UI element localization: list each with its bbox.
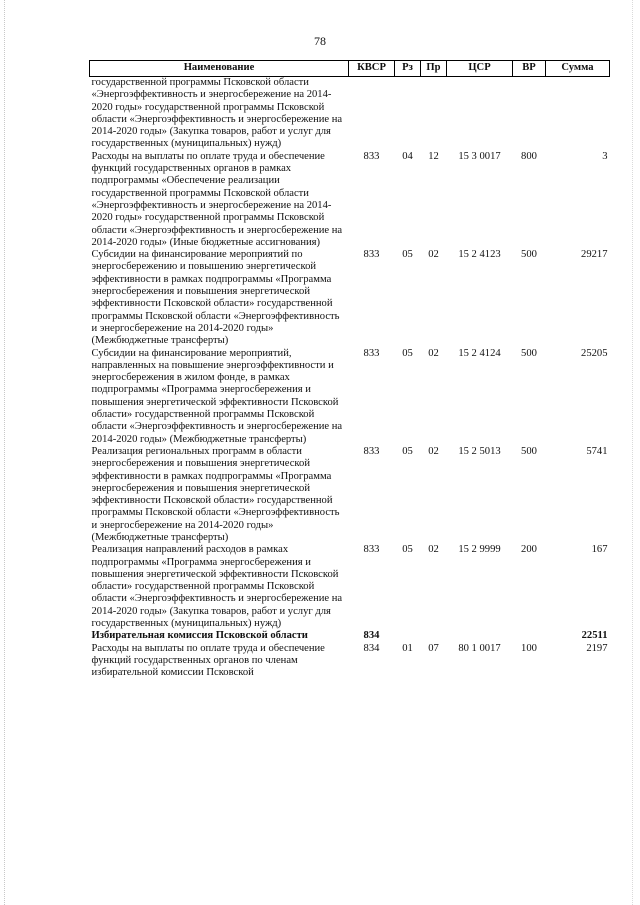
cell-kvsr: 833: [363, 544, 380, 556]
cell-rz: [395, 77, 421, 151]
cell-rz: 05: [402, 347, 413, 359]
cell-sum: 29217: [581, 249, 608, 261]
cell-pr: 02: [428, 249, 439, 261]
cell-kvsr: 834: [363, 642, 380, 654]
cell-pr: 07: [428, 642, 439, 654]
cell-csr: 15 2 9999: [458, 544, 501, 556]
cell-kvsr: 833: [363, 150, 380, 162]
table-row: [90, 348, 610, 446]
header-kvsr: КВСР: [349, 61, 395, 77]
cell-pr: 12: [428, 150, 439, 162]
scan-edge-left: [4, 0, 6, 905]
table-row: [90, 249, 610, 347]
cell-csr: 15 2 5013: [458, 445, 501, 457]
table-header: [90, 61, 610, 77]
cell-vr: [513, 77, 546, 151]
cell-kvsr: [349, 77, 395, 151]
cell-sum: 3: [602, 150, 608, 162]
table-row: [90, 151, 610, 249]
cell-name: Субсидии на финансирование мероприятий, направленных на повышение энергоэффективности и энергосбережения в жилом фонде, в рамках подпрограммы «Программа энергосбережения и повышения энергетической эффективности Псковской области» государственной программы Псковской области «Энергоэффективность и энергосбережение на 2014-2020 годы» (Межбюджетные трансферты): [91, 347, 343, 445]
cell-vr: [513, 630, 546, 642]
cell-name: Расходы на выплаты по оплате труда и обеспечение функций государственных органов в рамках подпрограммы «Обеспечение реализации государственной программы Псковской области «Энергоэффективность и энергосбережение на 2014-2020 годы» государственной программы Псковской области «Энергоэффективность и энергосбережение на 2014-2020 годы» (Иные бюджетные ассигнования): [91, 150, 343, 248]
cell-vr: 800: [521, 150, 537, 162]
cell-kvsr: 834: [363, 630, 380, 642]
cell-pr: 02: [428, 347, 439, 359]
page-number: 78: [314, 34, 326, 48]
cell-sum: [546, 77, 610, 151]
cell-vr: 500: [521, 445, 537, 457]
header-rz: Рз: [395, 61, 421, 77]
cell-csr: 80 1 0017: [458, 642, 501, 654]
cell-rz: 01: [402, 642, 413, 654]
table-body: [90, 77, 610, 680]
cell-rz: 05: [402, 544, 413, 556]
cell-sum: 167: [591, 544, 608, 556]
cell-vr: 100: [521, 642, 537, 654]
cell-sum: 2197: [586, 642, 608, 654]
header-pr: Пр: [421, 61, 447, 77]
cell-kvsr: 833: [363, 347, 380, 359]
cell-csr: [447, 630, 513, 642]
cell-sum: 22511: [581, 630, 608, 642]
table-row: [90, 77, 610, 151]
header-name: Наименование: [90, 61, 349, 77]
cell-rz: 04: [402, 150, 413, 162]
cell-rz: 05: [402, 445, 413, 457]
cell-vr: 500: [521, 347, 537, 359]
header-vr: ВР: [513, 61, 546, 77]
cell-vr: 500: [521, 249, 537, 261]
cell-name: Расходы на выплаты по оплате труда и обеспечение функций государственных органов по членам избирательной комиссии Псковской: [91, 642, 325, 679]
cell-pr: 02: [428, 544, 439, 556]
cell-pr: [421, 630, 447, 642]
cell-name: Реализация направлений расходов в рамках подпрограммы «Программа энергосбережения и повышения энергетической эффективности Псковской области» государственной программы Псковской области «Энергоэффективность и энергосбережение на 2014-2020 годы» (Закупка товаров, работ и услуг для государственных (муниципальных) нужд): [91, 544, 343, 630]
table-row: [90, 643, 610, 680]
table-row: [90, 544, 610, 630]
cell-rz: 05: [402, 249, 413, 261]
cell-name: Реализация региональных программ в области энергосбережения и повышения энергетической эффективности в рамках подпрограммы «Программа энергосбережения и повышения энергетической эффективности Псковской области» государственной программы Псковской области «Энергоэффективность и энергосбережение на 2014-2020 годы» (Межбюджетные трансферты): [91, 445, 340, 543]
cell-kvsr: 833: [363, 249, 380, 261]
cell-name: Субсидии на финансирование мероприятий по энергосбережению и повышению энергетической эффективности в рамках подпрограммы «Программа энергосбережения и повышения энергетической эффективности Псковской области» государственной программы Псковской области «Энергоэффективность и энергосбережение на 2014-2020 годы» (Межбюджетные трансферты): [91, 249, 340, 347]
cell-sum: 25205: [581, 347, 608, 359]
cell-csr: 15 2 4124: [458, 347, 501, 359]
cell-vr: 200: [521, 544, 537, 556]
cell-kvsr: 833: [363, 445, 380, 457]
table-section-row: [90, 630, 610, 642]
cell-csr: 15 2 4123: [458, 249, 501, 261]
cell-pr: [421, 77, 447, 151]
cell-csr: 15 3 0017: [458, 150, 501, 162]
header-csr: ЦСР: [447, 61, 513, 77]
header-row: [90, 61, 610, 77]
header-sum: Сумма: [546, 61, 610, 77]
table-row: [90, 446, 610, 544]
cell-csr: [447, 77, 513, 151]
cell-name: государственной программы Псковской области «Энергоэффективность и энергосбережение на 2014-2020 годы» государственной программы Псковской области «Энергоэффективность и энергосбережение на 2014-2020 годы» (Закупка товаров, работ и услуг для государственных (муниципальных) нужд): [91, 77, 343, 150]
cell-name: Избирательная комиссия Псковской области: [91, 630, 308, 642]
scan-edge-right: [632, 0, 634, 905]
cell-pr: 02: [428, 445, 439, 457]
cell-sum: 5741: [586, 445, 608, 457]
budget-table: [89, 60, 610, 680]
cell-rz: [395, 630, 421, 642]
